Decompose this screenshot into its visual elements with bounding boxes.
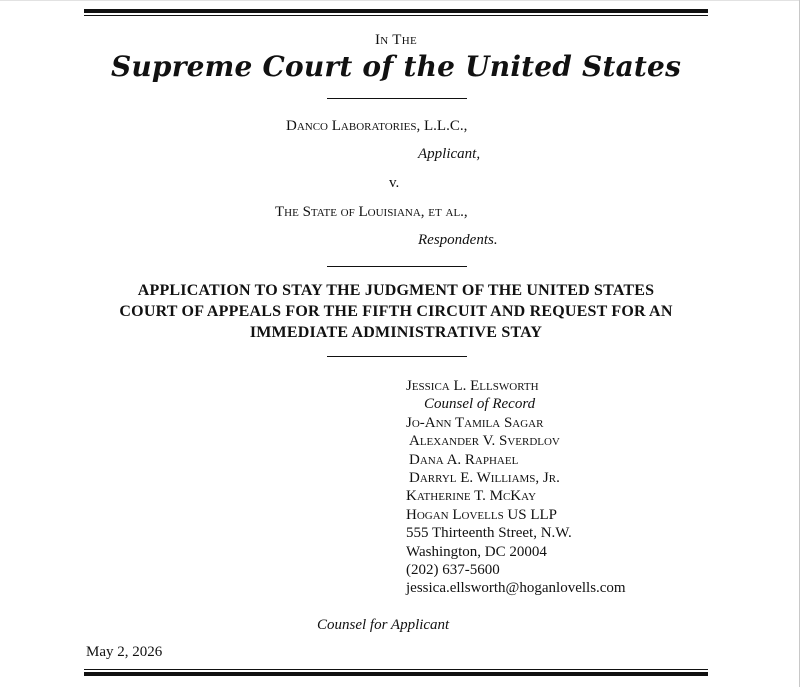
- attorney-name: Alexander V. Sverdlov: [409, 433, 560, 450]
- top-double-rule: [84, 9, 708, 16]
- page-top-edge: [0, 0, 800, 1]
- lead-counsel: Jessica L. Ellsworth: [406, 378, 539, 394]
- respondent-name: The State of Louisiana, et al.,: [275, 204, 468, 220]
- title-line: APPLICATION TO STAY THE JUDGMENT OF THE UNITED STATES: [137, 282, 655, 299]
- counsel-of-record: Counsel of Record: [424, 396, 536, 413]
- application-title: [84, 280, 708, 343]
- attorney-name: Jo-Ann Tamila Sagar: [406, 414, 544, 431]
- respondent-role: Respondents.: [418, 232, 498, 248]
- address-line: Washington, DC 20004: [406, 543, 547, 560]
- filing-date: May 2, 2026: [86, 644, 163, 660]
- versus: v.: [389, 175, 400, 191]
- address-line: 555 Thirteenth Street, N.W.: [406, 525, 572, 542]
- divider-rule-2: [327, 266, 467, 267]
- court-name: Supreme Court of the United States: [110, 50, 682, 83]
- bottom-double-rule: [84, 669, 708, 676]
- counsel-for-applicant: Counsel for Applicant: [317, 617, 450, 633]
- applicant-name: Danco Laboratories, L.L.C.,: [286, 118, 468, 134]
- phone-number: (202) 637-5600: [406, 562, 500, 579]
- divider-rule-1: [327, 98, 467, 99]
- law-firm: Hogan Lovells US LLP: [406, 506, 558, 523]
- attorney-name: Dana A. Raphael: [409, 451, 519, 468]
- title-line: IMMEDIATE ADMINISTRATIVE STAY: [249, 324, 543, 341]
- title-line: COURT OF APPEALS FOR THE FIFTH CIRCUIT AND REQUEST FOR AN: [119, 303, 673, 320]
- attorney-name: Katherine T. McKay: [406, 488, 537, 505]
- applicant-role: Applicant,: [418, 146, 481, 162]
- attorney-name: Darryl E. Williams, Jr.: [409, 470, 560, 487]
- counsel-block: [406, 377, 626, 598]
- email-address: jessica.ellsworth@hoganlovells.com: [406, 580, 626, 597]
- divider-rule-3: [327, 356, 467, 357]
- caption-in-the: In The: [374, 32, 418, 48]
